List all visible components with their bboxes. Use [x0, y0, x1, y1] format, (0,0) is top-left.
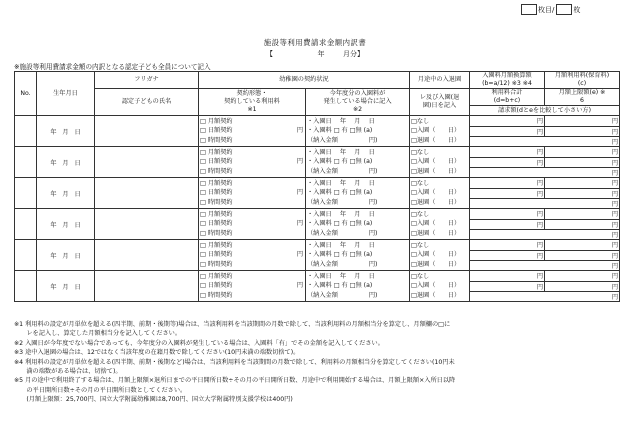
row-amounts-cell [470, 240, 620, 271]
entrance-date[interactable]: ・入園日 年 月 日 [307, 272, 375, 280]
cap-value[interactable]: 円 [545, 157, 620, 167]
header-contract-form [199, 89, 306, 116]
table-row [15, 271, 620, 302]
dob-year: 年 [50, 128, 57, 136]
header-no: No. [15, 72, 37, 116]
header-monthly-fee-l1: 月額利用料(保育料) [554, 72, 610, 79]
mid-none-checkbox[interactable]: □なし [411, 117, 430, 125]
header-cap [545, 89, 620, 106]
table-row [15, 116, 620, 147]
monthly-fee-value[interactable]: 円 [545, 209, 620, 219]
entrance-fee-checkbox[interactable]: ・入園料 □ 有 □無 (a) [307, 189, 373, 197]
header-contract-form-l3: ※1 [247, 106, 257, 113]
mid-enroll-checkbox[interactable]: □入園（ 日） [411, 251, 461, 259]
contract-hourly-checkbox[interactable]: □ 時間契約 [200, 229, 233, 237]
row-no-cell[interactable] [15, 271, 37, 302]
mid-enroll-checkbox[interactable]: □入園（ 日） [411, 189, 461, 197]
document-subtitle [0, 49, 630, 59]
mid-withdraw-checkbox[interactable]: □退園（ 日） [411, 136, 461, 144]
mid-none-checkbox[interactable]: □なし [411, 241, 430, 249]
contract-yen: 円 [296, 282, 303, 290]
contract-monthly-checkbox[interactable]: □ 月額契約 [200, 179, 233, 187]
subtitle-month: 月分】 [342, 50, 364, 58]
total-fee-value[interactable]: 円 [470, 126, 545, 136]
header-contract-form-l1: 契約形態・ [236, 90, 268, 97]
contract-monthly-checkbox[interactable]: □ 月額契約 [200, 241, 233, 249]
row-amounts-cell [470, 147, 620, 178]
header-converted-fee [470, 72, 545, 89]
footnote-line: ※5 月の途中で利用終了する場合は、月額上限額×退所日までの平日開所日数÷その月の平日開所日数、月途中で利用開始する場合は、月額上限額×入所日以降 [14, 377, 456, 385]
row-entrance-cell [306, 209, 410, 240]
cap-value[interactable]: 円 [545, 219, 620, 229]
claim-value[interactable]: 円 [611, 262, 618, 270]
dob-year: 年 [50, 283, 57, 291]
footnote-line: ※1 利用料の設定が月単位を超える(四半期、前期・後期等)場合は、当該利用料を当該期間の月数で除して、当該利用料の月額相当分を算定し、月額欄の□に [14, 321, 451, 328]
contract-monthly-checkbox[interactable]: □ 月額契約 [200, 117, 233, 125]
row-dob-cell[interactable] [37, 147, 95, 178]
page-counter-sep2: 枚 [573, 5, 581, 14]
mid-withdraw-checkbox[interactable]: □退園（ 日） [411, 167, 461, 175]
row-entrance-cell [306, 240, 410, 271]
header-converted-fee-l2: (b=a/12) ※3 ※4 [482, 80, 532, 87]
top-note: ※施設等利用費請求金額の内訳となる認定子ども全員について記入 [14, 63, 211, 71]
dob-month: 月 [62, 159, 69, 167]
header-child-name: 認定子どもの氏名 [95, 89, 199, 116]
row-dob-cell[interactable] [37, 209, 95, 240]
dob-month: 月 [62, 252, 69, 260]
row-contract-cell [199, 271, 306, 302]
claim-value[interactable]: 円 [611, 293, 618, 301]
contract-hourly-checkbox[interactable]: □ 時間契約 [200, 136, 233, 144]
row-child-name-cell[interactable] [95, 271, 199, 302]
dob-day: 日 [74, 190, 81, 198]
header-furigana: フリガナ [95, 72, 199, 89]
contract-daily-checkbox[interactable]: □ 日額契約 [200, 282, 233, 290]
total-fee-value[interactable]: 円 [470, 250, 545, 260]
cap-value[interactable]: 円 [545, 126, 620, 136]
header-monthly-fee-c: (c) [577, 80, 587, 87]
claim-value[interactable]: 円 [611, 231, 618, 239]
entrance-paid-amount[interactable]: （納入金額 円) [307, 198, 378, 206]
monthly-fee-value[interactable]: 円 [545, 271, 620, 281]
claim-value[interactable]: 円 [611, 200, 618, 208]
row-child-name-cell[interactable] [95, 147, 199, 178]
row-contract-cell [199, 116, 306, 147]
header-entrance-fee [306, 89, 410, 116]
contract-yen: 円 [296, 127, 303, 135]
monthly-fee-value[interactable]: 円 [545, 178, 620, 188]
dob-month: 月 [62, 190, 69, 198]
monthly-fee-value[interactable]: 円 [545, 147, 620, 157]
dob-day: 日 [74, 283, 81, 291]
row-child-name-cell[interactable] [95, 178, 199, 209]
dob-month: 月 [62, 128, 69, 136]
contract-hourly-checkbox[interactable]: □ 時間契約 [200, 291, 233, 299]
footnote-line: の平日開所日数÷その月の平日開所日数としてください。 [14, 386, 187, 394]
contract-hourly-checkbox[interactable]: □ 時間契約 [200, 198, 233, 206]
mid-enroll-checkbox[interactable]: □入園（ 日） [411, 220, 461, 228]
entrance-date[interactable]: ・入園日 年 月 日 [307, 241, 375, 249]
dob-month: 月 [62, 283, 69, 291]
dob-month: 月 [62, 221, 69, 229]
row-amounts-cell [470, 209, 620, 240]
row-mid-enroll-cell [410, 240, 470, 271]
row-mid-enroll-cell [410, 116, 470, 147]
claim-value[interactable]: 円 [611, 169, 618, 177]
subtitle-year: 年 [317, 50, 325, 58]
header-total-fee-l2: (d=b+c) [493, 97, 521, 104]
header-contract-status: 幼稚園の契約状況 [199, 72, 410, 89]
contract-yen: 円 [296, 220, 303, 228]
converted-fee-value[interactable]: 円 [470, 116, 545, 126]
entrance-fee-checkbox[interactable]: ・入園料 □ 有 □無 (a) [307, 158, 373, 166]
row-mid-enroll-cell [410, 147, 470, 178]
row-no-cell[interactable] [15, 116, 37, 147]
mid-none-checkbox[interactable]: □なし [411, 179, 430, 187]
dob-day: 日 [74, 221, 81, 229]
header-contract-form-l2: 契約している利用料 [224, 98, 280, 105]
entrance-paid-amount[interactable]: （納入金額 円) [307, 136, 378, 144]
cap-value[interactable]: 円 [545, 281, 620, 291]
header-mid-enroll: 月途中の入退園 [410, 72, 470, 89]
dob-year: 年 [50, 221, 57, 229]
header-claim: 請求額(dとeを比較して小さい方) [470, 106, 620, 116]
converted-fee-value[interactable]: 円 [470, 240, 545, 250]
page-total-box[interactable] [556, 4, 572, 15]
entrance-date[interactable]: ・入園日 年 月 日 [307, 117, 375, 125]
converted-fee-value[interactable]: 円 [470, 209, 545, 219]
entrance-paid-amount[interactable]: （納入金額 円) [307, 229, 378, 237]
contract-monthly-checkbox[interactable]: □ 月額契約 [200, 210, 233, 218]
contract-yen: 円 [296, 251, 303, 259]
header-mid-enroll-sub-l2: 園)日を記入 [422, 102, 457, 109]
table-row [15, 147, 620, 178]
mid-none-checkbox[interactable]: □なし [411, 148, 430, 156]
contract-hourly-checkbox[interactable]: □ 時間契約 [200, 260, 233, 268]
total-fee-value[interactable]: 円 [470, 157, 545, 167]
row-no-cell[interactable] [15, 209, 37, 240]
monthly-fee-value[interactable]: 円 [545, 116, 620, 126]
monthly-fee-value[interactable]: 円 [545, 240, 620, 250]
footnote-line: ※4 利用料の設定が月単位を超える(四半期、前期・後期など)場合は、当該利用料を当該期間の月数で除して、利用料の月額相当分を算定してください(10円未 [14, 358, 455, 366]
page-number-box[interactable] [521, 4, 537, 15]
dob-day: 日 [74, 128, 81, 136]
row-amounts-cell [470, 178, 620, 209]
converted-fee-value[interactable]: 円 [470, 147, 545, 157]
row-dob-cell[interactable] [37, 271, 95, 302]
contract-daily-checkbox[interactable]: □ 日額契約 [200, 127, 233, 135]
row-mid-enroll-cell [410, 271, 470, 302]
entrance-fee-checkbox[interactable]: ・入園料 □ 有 □無 (a) [307, 251, 373, 259]
row-entrance-cell [306, 271, 410, 302]
header-total-fee [470, 89, 545, 106]
contract-daily-checkbox[interactable]: □ 日額契約 [200, 220, 233, 228]
header-mid-enroll-sub-l1: レ及び入園(退 [419, 94, 460, 101]
entrance-date[interactable]: ・入園日 年 月 日 [307, 148, 375, 156]
header-entrance-fee-l1: 今年度分の入園料が [329, 90, 386, 97]
dob-year: 年 [50, 252, 57, 260]
row-amounts-cell [470, 271, 620, 302]
contract-monthly-checkbox[interactable]: □ 月額契約 [200, 272, 233, 280]
total-fee-value[interactable]: 円 [470, 219, 545, 229]
footnote-line: ※2 入園日が今年度でない場合であっても、今年度分の入園料が発生している場合は、入園料「有」でその金額を記入してください。 [14, 339, 384, 347]
entrance-paid-amount[interactable]: （納入金額 円) [307, 260, 378, 268]
footnote-line: (月額上限額：25,700円、国立大学附属幼稚園は8,700円、国立大学附属特別支援学校は400円) [14, 396, 293, 404]
table-row [15, 240, 620, 271]
row-no-cell[interactable] [15, 240, 37, 271]
header-entrance-fee-l3: ※2 [352, 106, 363, 113]
entrance-date[interactable]: ・入園日 年 月 日 [307, 210, 375, 218]
footnote-line: レを記入し、算定した月額相当分を記入してください。 [14, 330, 182, 338]
mid-enroll-checkbox[interactable]: □入園（ 日） [411, 158, 461, 166]
contract-yen: 円 [296, 158, 303, 166]
page-counter-sep1: 枚目/ [538, 5, 555, 14]
footnote-line: ※3 途中入退園の場合は、12ではなく当該年度の在籍月数で除してください(10円未満の端数切捨て)。 [14, 349, 300, 357]
entrance-paid-amount[interactable]: （納入金額 円) [307, 167, 378, 175]
row-contract-cell [199, 209, 306, 240]
total-fee-value[interactable]: 円 [470, 188, 545, 198]
row-no-cell[interactable] [15, 147, 37, 178]
header-monthly-fee [545, 72, 620, 89]
dob-year: 年 [50, 190, 57, 198]
cap-value[interactable]: 円 [545, 188, 620, 198]
header-mid-enroll-sub [410, 89, 470, 116]
footnotes [14, 320, 624, 405]
header-total-fee-l1: 利用料合計 [491, 89, 523, 96]
dob-day: 日 [74, 159, 81, 167]
row-contract-cell [199, 147, 306, 178]
row-contract-cell [199, 240, 306, 271]
contract-hourly-checkbox[interactable]: □ 時間契約 [200, 167, 233, 175]
header-entrance-fee-l2: 発生している場合に記入 [323, 98, 392, 105]
entrance-fee-checkbox[interactable]: ・入園料 □ 有 □無 (a) [307, 282, 373, 290]
dob-year: 年 [50, 159, 57, 167]
mid-none-checkbox[interactable]: □なし [411, 210, 430, 218]
subtitle-open: 【 [266, 50, 274, 58]
header-cap-l2: 6 [580, 97, 584, 104]
converted-fee-value[interactable]: 円 [470, 178, 545, 188]
row-entrance-cell [306, 178, 410, 209]
dob-day: 日 [74, 252, 81, 260]
entrance-fee-checkbox[interactable]: ・入園料 □ 有 □無 (a) [307, 127, 373, 135]
contract-daily-checkbox[interactable]: □ 日額契約 [200, 158, 233, 166]
mid-withdraw-checkbox[interactable]: □退園（ 日） [411, 260, 461, 268]
cap-value[interactable]: 円 [545, 250, 620, 260]
table-row [15, 178, 620, 209]
row-contract-cell [199, 178, 306, 209]
claim-value[interactable]: 円 [611, 138, 618, 146]
contract-daily-checkbox[interactable]: □ 日額契約 [200, 251, 233, 259]
mid-withdraw-checkbox[interactable]: □退園（ 日） [411, 198, 461, 206]
document-title: 施設等利用費請求金額内訳書 [263, 38, 367, 47]
row-child-name-cell[interactable] [95, 209, 199, 240]
entrance-date[interactable]: ・入園日 年 月 日 [307, 179, 375, 187]
contract-daily-checkbox[interactable]: □ 日額契約 [200, 189, 233, 197]
row-dob-cell[interactable] [37, 178, 95, 209]
header-cap-l1: 月額上限額(e) ※ [558, 89, 606, 96]
row-child-name-cell[interactable] [95, 240, 199, 271]
claim-breakdown-table [14, 71, 620, 302]
mid-none-checkbox[interactable]: □なし [411, 272, 430, 280]
entrance-paid-amount[interactable]: （納入金額 円) [307, 291, 378, 299]
footnote-line: 満の端数がある場合は、切捨て)。 [14, 368, 122, 376]
converted-fee-value[interactable]: 円 [470, 271, 545, 281]
row-entrance-cell [306, 116, 410, 147]
total-fee-value[interactable]: 円 [470, 281, 545, 291]
row-dob-cell[interactable] [37, 116, 95, 147]
page-counter [521, 4, 580, 15]
row-dob-cell[interactable] [37, 240, 95, 271]
row-mid-enroll-cell [410, 209, 470, 240]
mid-withdraw-checkbox[interactable]: □退園（ 日） [411, 291, 461, 299]
entrance-fee-checkbox[interactable]: ・入園料 □ 有 □無 (a) [307, 220, 373, 228]
row-no-cell[interactable] [15, 178, 37, 209]
contract-monthly-checkbox[interactable]: □ 月額契約 [200, 148, 233, 156]
table-row [15, 209, 620, 240]
row-amounts-cell [470, 116, 620, 147]
row-child-name-cell[interactable] [95, 116, 199, 147]
header-converted-fee-l1: 入園料月額換算額 [482, 72, 532, 79]
row-mid-enroll-cell [410, 178, 470, 209]
row-entrance-cell [306, 147, 410, 178]
contract-yen: 円 [296, 189, 303, 197]
mid-enroll-checkbox[interactable]: □入園（ 日） [411, 127, 461, 135]
mid-enroll-checkbox[interactable]: □入園（ 日） [411, 282, 461, 290]
header-dob: 生年月日 [37, 72, 95, 116]
mid-withdraw-checkbox[interactable]: □退園（ 日） [411, 229, 461, 237]
